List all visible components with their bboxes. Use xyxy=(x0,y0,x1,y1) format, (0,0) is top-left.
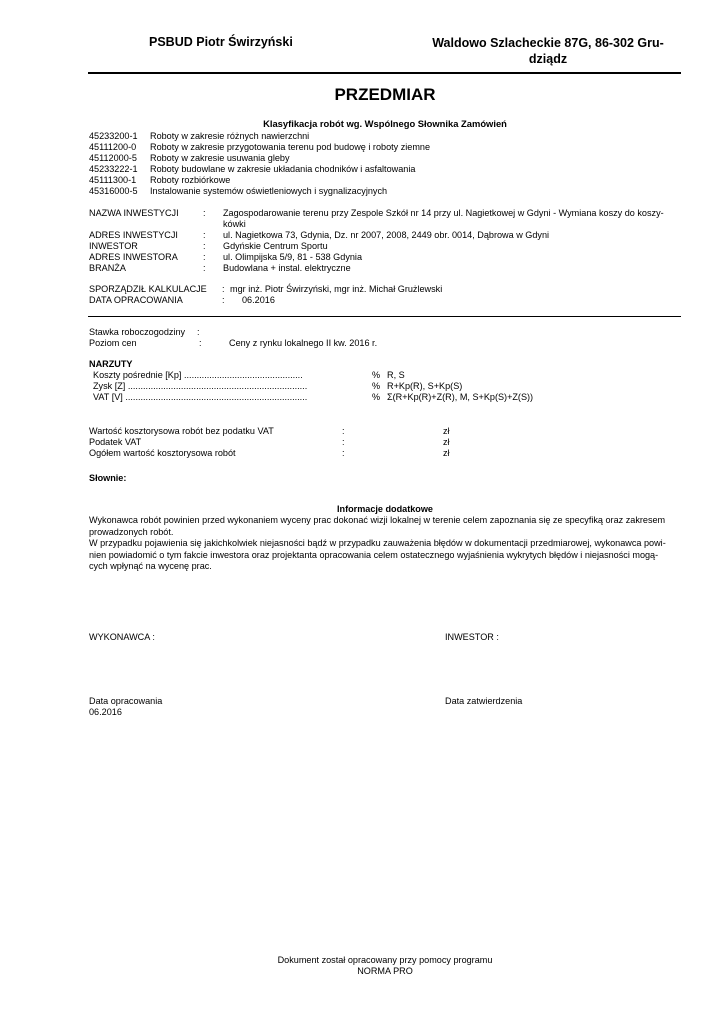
date-value: 06.2016 xyxy=(242,295,275,305)
markup-base: R, S xyxy=(387,370,405,380)
colon: : xyxy=(342,437,345,447)
price-level-label: Poziom cen xyxy=(89,338,137,348)
total-label: Wartość kosztorysowa robót bez podatku VAT xyxy=(89,426,274,436)
investor-address-label: ADRES INWESTORA xyxy=(89,252,178,262)
branch-value: Budowlana + instal. elektryczne xyxy=(223,263,351,273)
investor-signature-label: INWESTOR : xyxy=(445,632,499,642)
classification-desc: Roboty w zakresie usuwania gleby xyxy=(150,153,290,163)
investment-address-value: ul. Nagietkowa 73, Gdynia, Dz. nr 2007, 2008, 2449 obr. 0014, Dąbrowa w Gdyni xyxy=(223,230,550,240)
total-label: Ogółem wartość kosztorysowa robót xyxy=(89,448,236,458)
markup-percent: % xyxy=(372,370,381,380)
colon: : xyxy=(197,327,200,337)
colon: : xyxy=(203,208,206,218)
investment-name-label: NAZWA INWESTYCJI xyxy=(89,208,179,218)
additional-info-line: W przypadku pojawienia się jakichkolwiek niejasności bądź w przypadku zauważenia błędów w dokumentacji przedmiarowej, wykonawca powi- xyxy=(89,538,666,548)
address-line-2: dziądz xyxy=(528,52,568,66)
contractor-label: WYKONAWCA : xyxy=(89,632,155,642)
investor-label: INWESTOR xyxy=(89,241,138,251)
investor-address-value: ul. Olimpijska 5/9, 81 - 538 Gdynia xyxy=(223,252,362,262)
header-divider xyxy=(88,72,681,74)
markup-label: Zysk [Z] ....................................................................... xyxy=(93,381,308,391)
investment-address-label: ADRES INWESTYCJI xyxy=(89,230,178,240)
colon: : xyxy=(222,295,225,305)
total-unit: zł xyxy=(443,437,450,447)
footer-line-1: Dokument został opracowany przy pomocy programu xyxy=(277,955,493,965)
markup-label: VAT [V] ........................................................................ xyxy=(93,392,308,402)
prepared-by-label: SPORZĄDZIŁ KALKULACJE xyxy=(89,284,207,294)
date-approved-label: Data zatwierdzenia xyxy=(445,696,523,706)
markups-heading: NARZUTY xyxy=(89,359,133,369)
colon: : xyxy=(342,426,345,436)
colon: : xyxy=(203,241,206,251)
markup-label: Koszty pośrednie [Kp] ............................................... xyxy=(93,370,303,380)
classification-desc: Roboty rozbiórkowe xyxy=(150,175,231,185)
labour-rate-label: Stawka roboczogodziny xyxy=(89,327,186,337)
markup-base: Σ(R+Kp(R)+Z(R), M, S+Kp(S)+Z(S)) xyxy=(387,392,534,402)
investment-name-value-cont: kówki xyxy=(223,219,246,229)
colon: : xyxy=(203,263,206,273)
footer xyxy=(0,955,725,976)
additional-info-line: nien powiadomić o tym fakcie inwestora oraz projektanta opracowania celem ostatecznego wyjaśnienia wykrytych błędów i niejasności mogą- xyxy=(89,549,659,560)
total-unit: zł xyxy=(443,426,450,436)
classification-desc: Instalowanie systemów oświetleniowych i sygnalizacyjnych xyxy=(150,186,388,196)
total-label: Podatek VAT xyxy=(89,437,142,447)
classification-desc: Roboty budowlane w zakresie układania chodników i asfaltowania xyxy=(150,164,416,174)
classification-code: 45233222-1 xyxy=(89,164,138,174)
price-level-value: Ceny z rynku lokalnego II kw. 2016 r. xyxy=(229,338,378,348)
classification-code: 45111300-1 xyxy=(89,175,137,185)
colon: : xyxy=(222,284,225,294)
branch-label: BRANŻA xyxy=(89,263,126,273)
colon: : xyxy=(199,338,202,348)
classification-code: 45112000-5 xyxy=(89,153,137,163)
footer-line-2: NORMA PRO xyxy=(357,965,413,976)
classification-desc: Roboty w zakresie przygotowania terenu pod budowę i roboty ziemne xyxy=(150,142,431,152)
colon: : xyxy=(203,252,206,262)
investor-value: Gdyńskie Centrum Sportu xyxy=(223,241,328,251)
classification-heading: Klasyfikacja robót wg. Wspólnego Słownika Zamówień xyxy=(263,118,507,129)
date-prepared-label: Data opracowania xyxy=(89,696,163,706)
investment-name-value: Zagospodarowanie terenu przy Zespole Szkół nr 14 przy ul. Nagietkowej w Gdyni - Wymiana koszy do koszy- xyxy=(223,208,664,218)
company-name: PSBUD Piotr Świrzyński xyxy=(149,35,293,49)
classification-code: 45316000-5 xyxy=(89,186,138,196)
additional-info-heading: Informacje dodatkowe xyxy=(336,504,433,514)
additional-info-line: prowadzonych robót. xyxy=(89,526,174,537)
company-address xyxy=(428,35,668,67)
additional-info-line: cych wpłynąć na wycenę prac. xyxy=(89,561,212,571)
total-unit: zł xyxy=(443,448,450,458)
prepared-by-value: mgr inż. Piotr Świrzyński, mgr inż. Michał Grużlewski xyxy=(230,284,443,294)
colon: : xyxy=(342,448,345,458)
in-words-label: Słownie: xyxy=(89,473,127,483)
colon: : xyxy=(203,230,206,240)
markup-percent: % xyxy=(372,392,381,402)
date-label: DATA OPRACOWANIA xyxy=(89,295,183,305)
document-title: PRZEDMIAR xyxy=(334,85,436,104)
section-divider xyxy=(88,316,681,317)
classification-code: 45111200-0 xyxy=(89,142,137,152)
markup-percent: % xyxy=(372,381,381,391)
additional-info-line: Wykonawca robót powinien przed wykonaniem wyceny prac dokonać wizji lokalnej w terenie celem zapoznania się ze specyfiką oraz zakresem xyxy=(89,515,666,525)
date-prepared-value: 06.2016 xyxy=(89,707,122,717)
address-line-1: Waldowo Szlacheckie 87G, 86-302 Gru- xyxy=(432,36,664,50)
classification-code: 45233200-1 xyxy=(89,131,138,141)
classification-desc: Roboty w zakresie różnych nawierzchni xyxy=(150,131,310,141)
markup-base: R+Kp(R), S+Kp(S) xyxy=(387,381,463,391)
